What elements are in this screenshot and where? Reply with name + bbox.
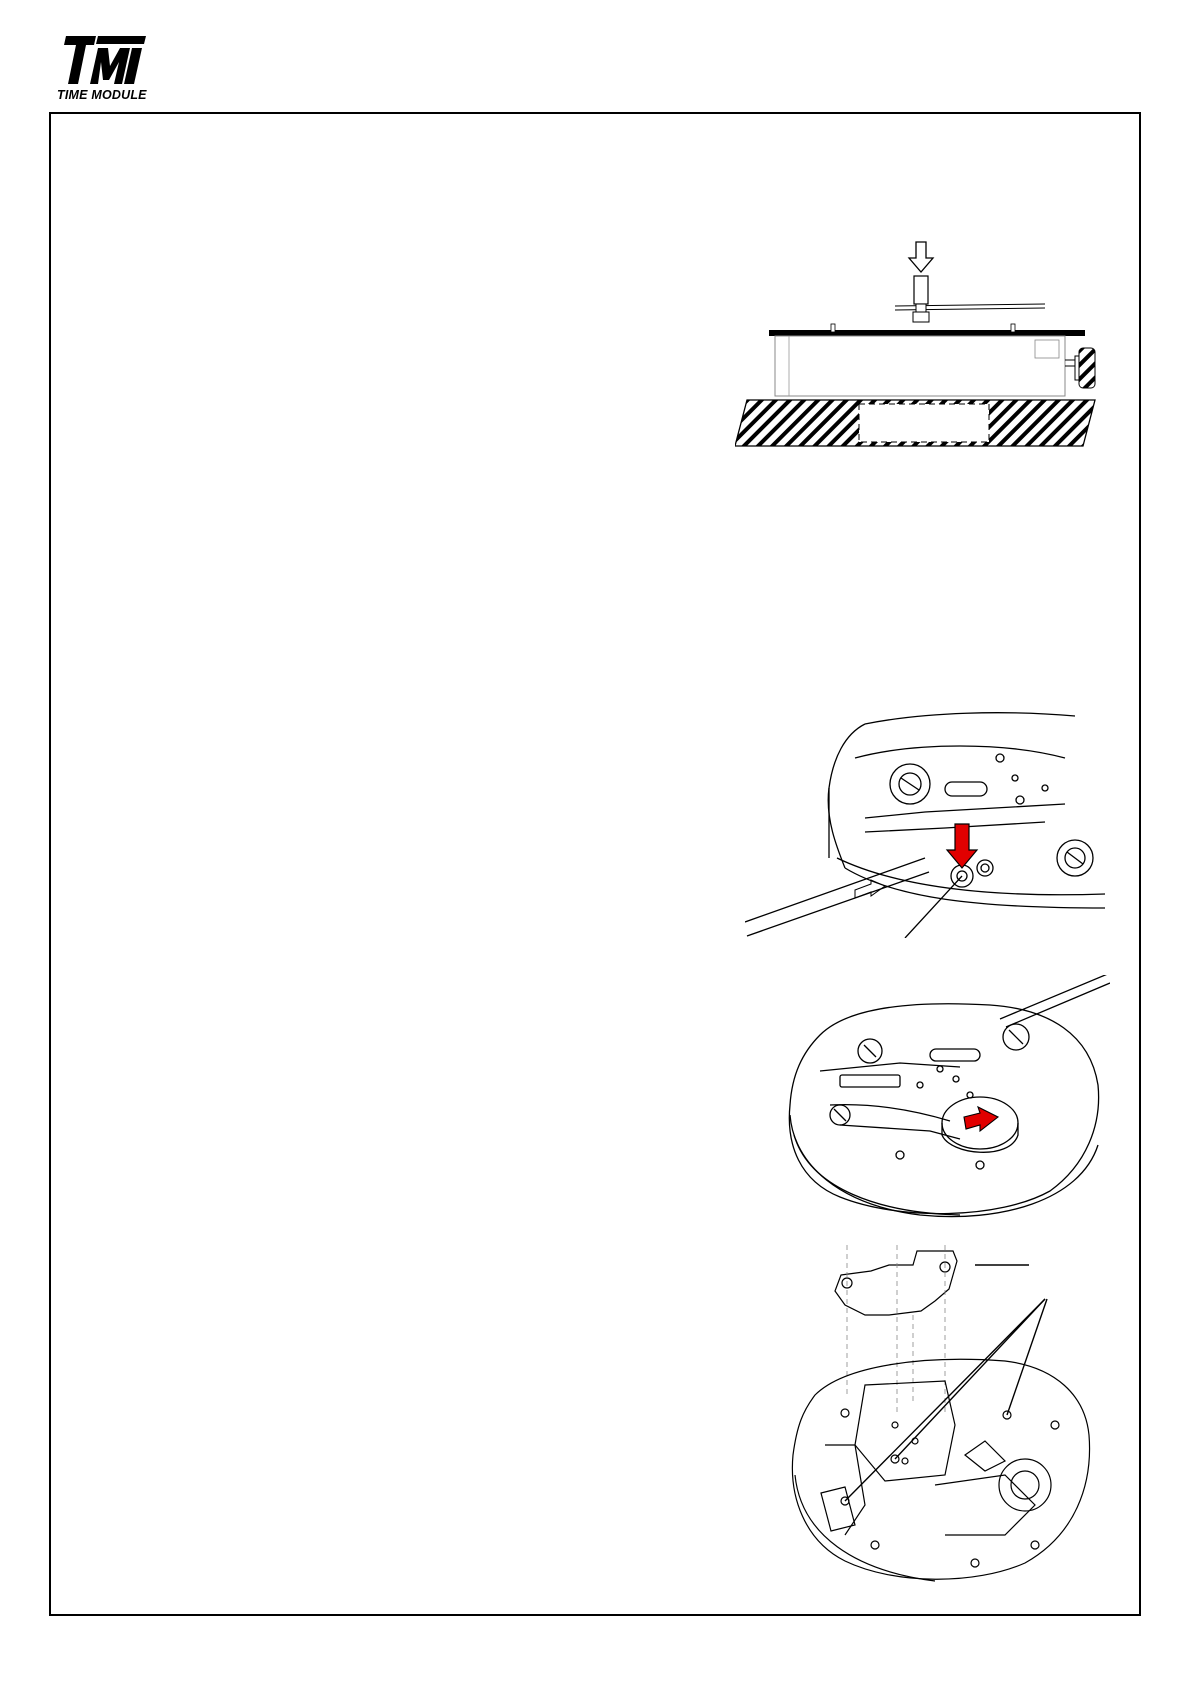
red-press-arrow-icon (947, 824, 977, 868)
hand-press-cross-section-diagram (735, 240, 1125, 455)
movement-release-lever-diagram (745, 708, 1115, 938)
press-arrow-icon (909, 242, 933, 272)
brand-text: TIME MODULE (57, 88, 147, 102)
red-direction-arrow-icon (964, 1107, 998, 1131)
battery-removal-diagram (780, 975, 1110, 1225)
company-logo (56, 34, 148, 106)
circuit-block-exploded-diagram (785, 1245, 1115, 1585)
tmi-logo-mark (56, 34, 148, 86)
